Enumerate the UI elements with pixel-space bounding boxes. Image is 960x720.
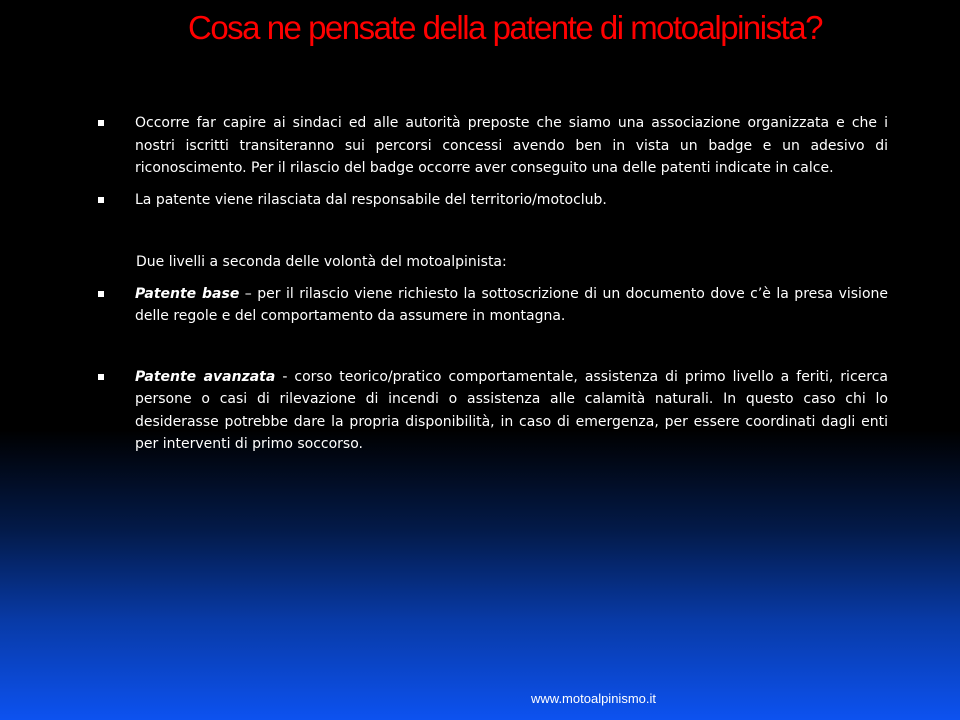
bullet-item [98,189,888,212]
square-bullet-icon [98,120,104,126]
square-bullet-icon [98,291,104,297]
level-item-advanced [98,366,888,456]
level-description: – per il rilascio viene richiesto la sottoscrizione di un documento dove c’è la presa visione delle regole e del comportamento da assumere in montagna. [135,285,888,324]
level-term: Patente avanzata [135,368,276,385]
square-bullet-icon [98,197,104,203]
bullet-text: Occorre far capire ai sindaci ed alle autorità preposte che siamo una associazione organizzata e che i nostri iscritti transiteranno sui percorsi concessi avendo ben in vista un badge e un adesivo di riconoscimento. Per il rilascio del badge occorre aver conseguito una delle patenti indicate in calce. [135,115,888,176]
slide-title: Cosa ne pensate della patente di motoalpinista? [188,9,822,46]
levels-intro: Due livelli a seconda delle volontà del motoalpinista: [136,254,507,270]
level-item-base [98,283,888,328]
bullet-text: La patente viene rilasciata dal responsabile del territorio/motoclub. [135,191,607,208]
level-term: Patente base [135,285,240,302]
level-description: - corso teorico/pratico comportamentale, assistenza di primo livello a feriti, ricerca persone o casi di rilevazione di incendi o assistenza alle calamità naturali. In questo caso chi lo desiderasse potrebbe dare la propria disponibilità, in caso di emergenza, per essere coordinati dagli enti per interventi di primo soccorso. [135,368,888,452]
bullet-item [98,112,888,180]
square-bullet-icon [98,374,104,380]
footer-url: www.motoalpinismo.it [531,691,656,706]
slide-content [98,112,888,456]
